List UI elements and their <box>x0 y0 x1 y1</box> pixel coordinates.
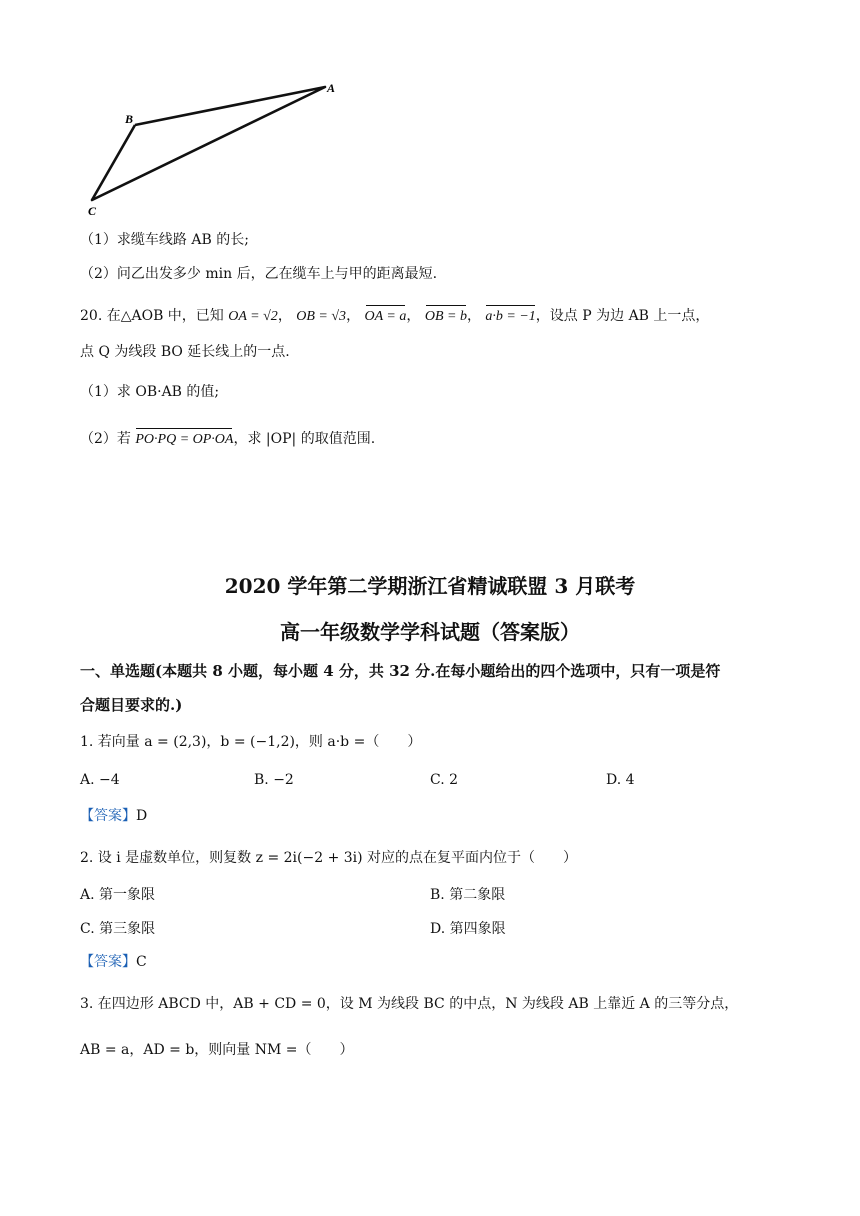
vertex-label-c: C <box>88 204 97 218</box>
q1-option-c: C. 2 <box>430 772 459 788</box>
q20-number: 20. <box>80 308 103 324</box>
q2-option-d: D. 第四象限 <box>430 921 506 937</box>
q20-cond-vec-b: OB = b <box>425 303 467 327</box>
q1-answer-value: D <box>136 808 148 824</box>
q20-line1: 20. 在△AOB 中，已知 OA = √2， OB = √3， OA = a， OB = b， a·b = −1，设点 P 为边 AB 上一点， <box>80 303 709 327</box>
page-title: 2020 学年第二学期浙江省精诚联盟 3 月联考 <box>224 574 636 598</box>
q2-option-c: C. 第三象限 <box>80 921 156 937</box>
q20-part2 <box>80 426 375 450</box>
q2-answer <box>80 952 147 972</box>
section-heading-cont: 合题目要求的.) <box>80 696 183 714</box>
q20-cond-ob: OB = √3 <box>296 309 347 324</box>
q1-answer-tag: 【答案】 <box>80 808 136 824</box>
q20-part2-pre: （2）若 <box>80 431 131 447</box>
vertex-label-b: B <box>125 112 134 126</box>
q20-intro: 在△AOB 中，已知 <box>106 308 224 324</box>
q20-cond-dot: a·b = −1 <box>485 303 535 327</box>
q3-line1: 3. 在四边形 ABCD 中，AB + CD = 0，设 M 为线段 BC 的中点，N 为线段 AB 上靠近 A 的三等分点， <box>80 996 739 1012</box>
q2-answer-tag: 【答案】 <box>80 954 136 970</box>
q1-stem: 1. 若向量 a = (2,3)，b = (−1,2)，则 a·b =（ ） <box>80 734 422 750</box>
q2-option-a: A. 第一象限 <box>80 887 156 903</box>
q3-line2: AB = a，AD = b，则向量 NM =（ ） <box>80 1042 354 1058</box>
q20-part1: （1）求 OB·AB 的值; <box>80 384 220 400</box>
q1-answer <box>80 806 147 826</box>
q2-stem: 2. 设 i 是虚数单位，则复数 z = 2i(−2 + 3i) 对应的点在复平面内位于（ ） <box>80 850 578 866</box>
section-heading: 一、单选题(本题共 8 小题，每小题 4 分，共 32 分.在每小题给出的四个选项中，只有一项是符 <box>80 662 721 680</box>
triangle-figure <box>80 75 350 225</box>
q20-cond-oa: OA = √2 <box>228 309 278 324</box>
vertex-label-a: A <box>327 81 336 95</box>
q1-option-a: A. −4 <box>80 772 120 788</box>
q19-part1: （1）求缆车线路 AB 的长; <box>80 232 249 248</box>
page-subtitle: 高一年级数学学科试题（答案版） <box>280 620 580 644</box>
q1-option-d: D. 4 <box>606 772 635 788</box>
triangle-outline <box>92 87 325 200</box>
q2-answer-value: C <box>136 954 147 970</box>
q20-cond-vec-a: OA = a <box>365 303 407 327</box>
q19-part2: （2）问乙出发多少 min 后，乙在缆车上与甲的距离最短. <box>80 266 438 282</box>
q1-option-b: B. −2 <box>254 772 294 788</box>
q20-line2: 点 Q 为线段 BO 延长线上的一点. <box>80 344 290 360</box>
q20-part2-eq: PO·PQ = OP·OA <box>135 426 233 450</box>
q20-tail: ，设点 P 为边 AB 上一点， <box>535 308 710 324</box>
q20-part2-post: ，求 |OP| 的取值范围. <box>233 431 376 447</box>
q2-option-b: B. 第二象限 <box>430 887 506 903</box>
